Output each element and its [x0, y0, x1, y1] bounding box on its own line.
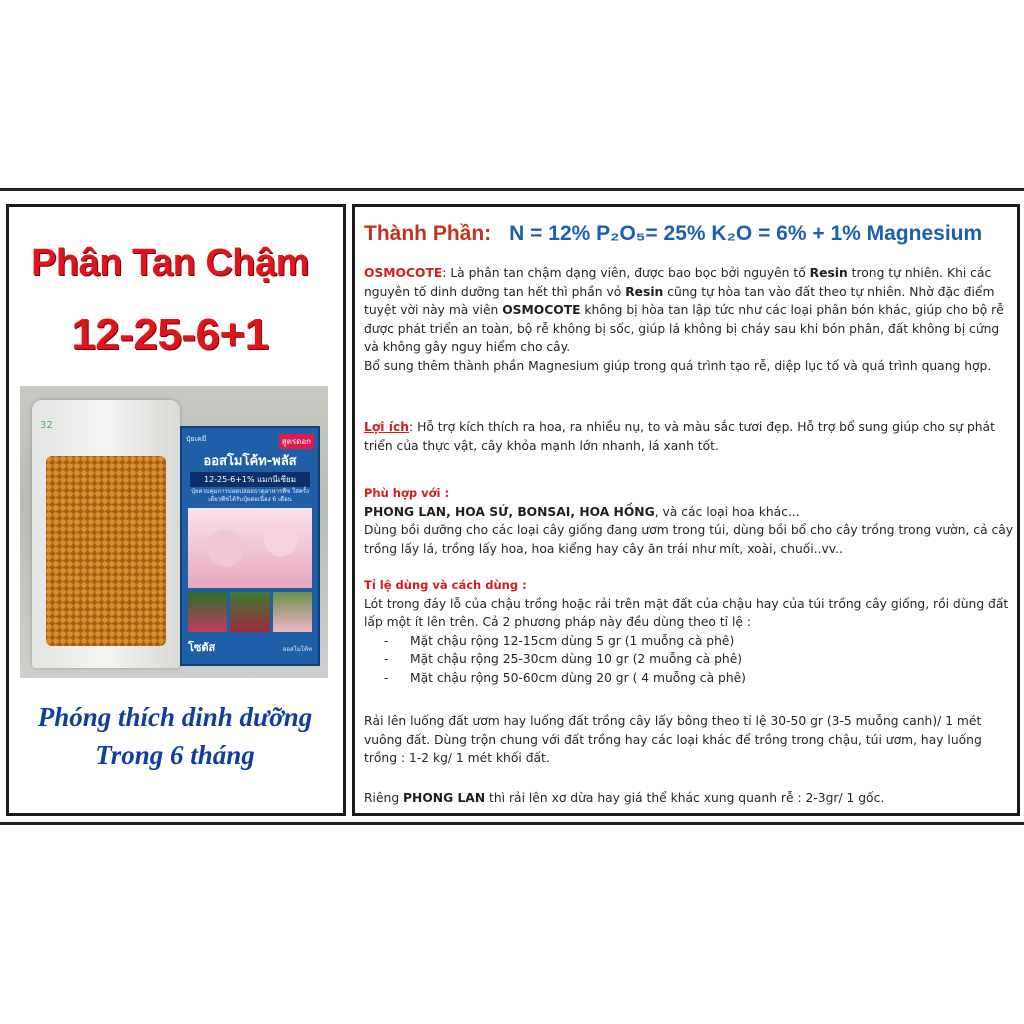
benefits-section: [364, 418, 1014, 455]
top-divider: [0, 188, 1024, 191]
ingredients-line: [364, 222, 982, 246]
dosage-text: Lót trong đáy lỗ của chậu trồng hoặc rải trên mặt đất của chậu hay của túi trồng cây giống, rồi dùng đất lấp một ít lên trên. Cả 2 phương pháp này đều dùng theo tỉ lệ :: [364, 596, 1009, 629]
suitable-plants: PHONG LAN, HOA SỨ, BONSAI, HOA HỒNG: [364, 504, 655, 519]
resin-term: Resin: [809, 266, 848, 280]
dosage-section: [364, 576, 1014, 687]
dosage-item: - Mặt chậu rộng 25-30cm dùng 10 gr (2 muỗng cà phê): [384, 650, 1014, 669]
box-brand-logo: โซตัส: [188, 641, 216, 654]
suitable-heading: Phù hợp với :: [364, 486, 450, 500]
orchid-term: PHONG LAN: [403, 791, 486, 805]
dosage-list: [364, 632, 1014, 688]
fertilizer-bag: [32, 400, 180, 668]
osmocote-text: không bị hòa tan lập tức như các loại phân bón khác, giúp cho bộ rễ được phát triển an toàn, bộ rễ không bị sốc, giúp lá không bị cháy sau khi bón phân, đất không bị cứng và không gây nguy hiểm cho cây.: [364, 303, 1004, 354]
orchid-note-text: thì rải lên xơ dừa hay giá thể khác xung quanh rễ : 2-3gr/ 1 gốc.: [485, 791, 885, 805]
box-thumbnail: [230, 592, 269, 632]
dosage-item: - Mặt chậu rộng 50-60cm dùng 20 gr ( 4 muỗng cà phê): [384, 669, 1014, 688]
ingredients-formula: N = 12% P₂O₅= 25% K₂O = 6% + 1% Magnesium: [509, 222, 983, 245]
product-photo: [20, 386, 328, 678]
box-web-text: ออสโมโค้ท: [282, 646, 312, 653]
osmocote-text: trong tự nhiên. Khi các nguyên tố dinh dưỡng tan hết thì phần vỏ: [364, 266, 992, 299]
box-thumbnail: [273, 592, 312, 632]
osmocote-term: OSMOCOTE: [502, 303, 581, 317]
dosage-item: - Mặt chậu rộng 12-15cm dùng 5 gr (1 muỗng cà phê): [384, 632, 1014, 651]
release-line-1: Phóng thích dinh dưỡng: [37, 702, 313, 732]
box-top-text: ปุ๋ยเคมี: [186, 435, 207, 443]
box-thumbnail-row: [188, 592, 312, 632]
benefits-text: : Hỗ trợ kích thích ra hoa, ra nhiều nụ, to và màu sắc tươi đẹp. Hỗ trợ bổ sung giúp cho sự phát triển của thực vật, cây khỏa mạnh lớn nhanh, lá xanh tốt.: [364, 420, 995, 453]
bag-label: 32: [40, 420, 53, 431]
box-corner-badge: สูตรดอก: [279, 434, 314, 449]
box-title: ออสโมโค้ท-พลัส: [203, 454, 297, 469]
suitable-text: Dùng bồi dưỡng cho các loại cây giống đang ươm trong túi, dùng bồi bổ cho cây trồng trong vườn, cả cây trồng lấy lá, trồng lấy hoa, hoa kiểng hay cây ăn trái như mít, xoài, chuối..vv..: [364, 523, 1014, 556]
product-title: Phân Tan Chậm: [31, 242, 309, 284]
box-subtitle: ปุ๋ยควบคุมการปลดปล่อยธาตุอาหารพืช ใส่ครั้งเดียวพืชได้รับปุ๋ยต่อเนื่อง 6 เดือน: [191, 488, 309, 503]
dosage-heading: Tỉ lệ dùng và cách dùng :: [364, 578, 527, 592]
field-application: Rải lên luống đất ươm hay luống đất trồng cây lấy bông theo tỉ lệ 30-50 gr (3-5 muỗng canh)/ 1 mét vuông đất. Dùng trộn chung với đất trồng hay các loại khác để trồng trong chậu, túi ươm, hay luống trồng : 1-2 kg/ 1 mét khối đất.: [364, 714, 982, 765]
benefits-heading: Lợi ích: [364, 420, 410, 434]
osmocote-text: : Là phân tan chậm dạng viên, được bao bọc bởi nguyên tố: [442, 266, 810, 280]
resin-term: Resin: [625, 284, 664, 299]
box-flower-image: [188, 508, 312, 588]
osmocote-text: cũng tự hòa tan vào đất theo tự nhiên. Nhờ đặc điểm tuyệt vời này mà viên: [364, 284, 995, 317]
fertilizer-pellets: [46, 456, 166, 646]
magnesium-note: Bổ sung thêm thành phần Magnesium giúp trong quá trình tạo rễ, diệp lục tố và quá trình quang hợp.: [364, 358, 992, 373]
osmocote-description: [364, 264, 1014, 375]
product-formula-title: 12-25-6+1: [71, 310, 269, 359]
suitable-section: [364, 484, 1014, 558]
product-box: [180, 426, 320, 666]
orchid-note: [364, 789, 1014, 808]
box-thumbnail: [188, 592, 227, 632]
box-formula: 12-25-6+1% แมกนีเซียม: [190, 472, 310, 487]
ingredients-label: Thành Phần:: [364, 222, 492, 245]
suitable-plants-tail: , và các loại hoa khác...: [654, 504, 800, 519]
release-line-2: Trong 6 tháng: [95, 740, 255, 770]
osmocote-heading: OSMOCOTE: [364, 266, 443, 280]
orchid-note-text: Riêng: [364, 791, 404, 805]
bottom-divider: [0, 822, 1024, 825]
